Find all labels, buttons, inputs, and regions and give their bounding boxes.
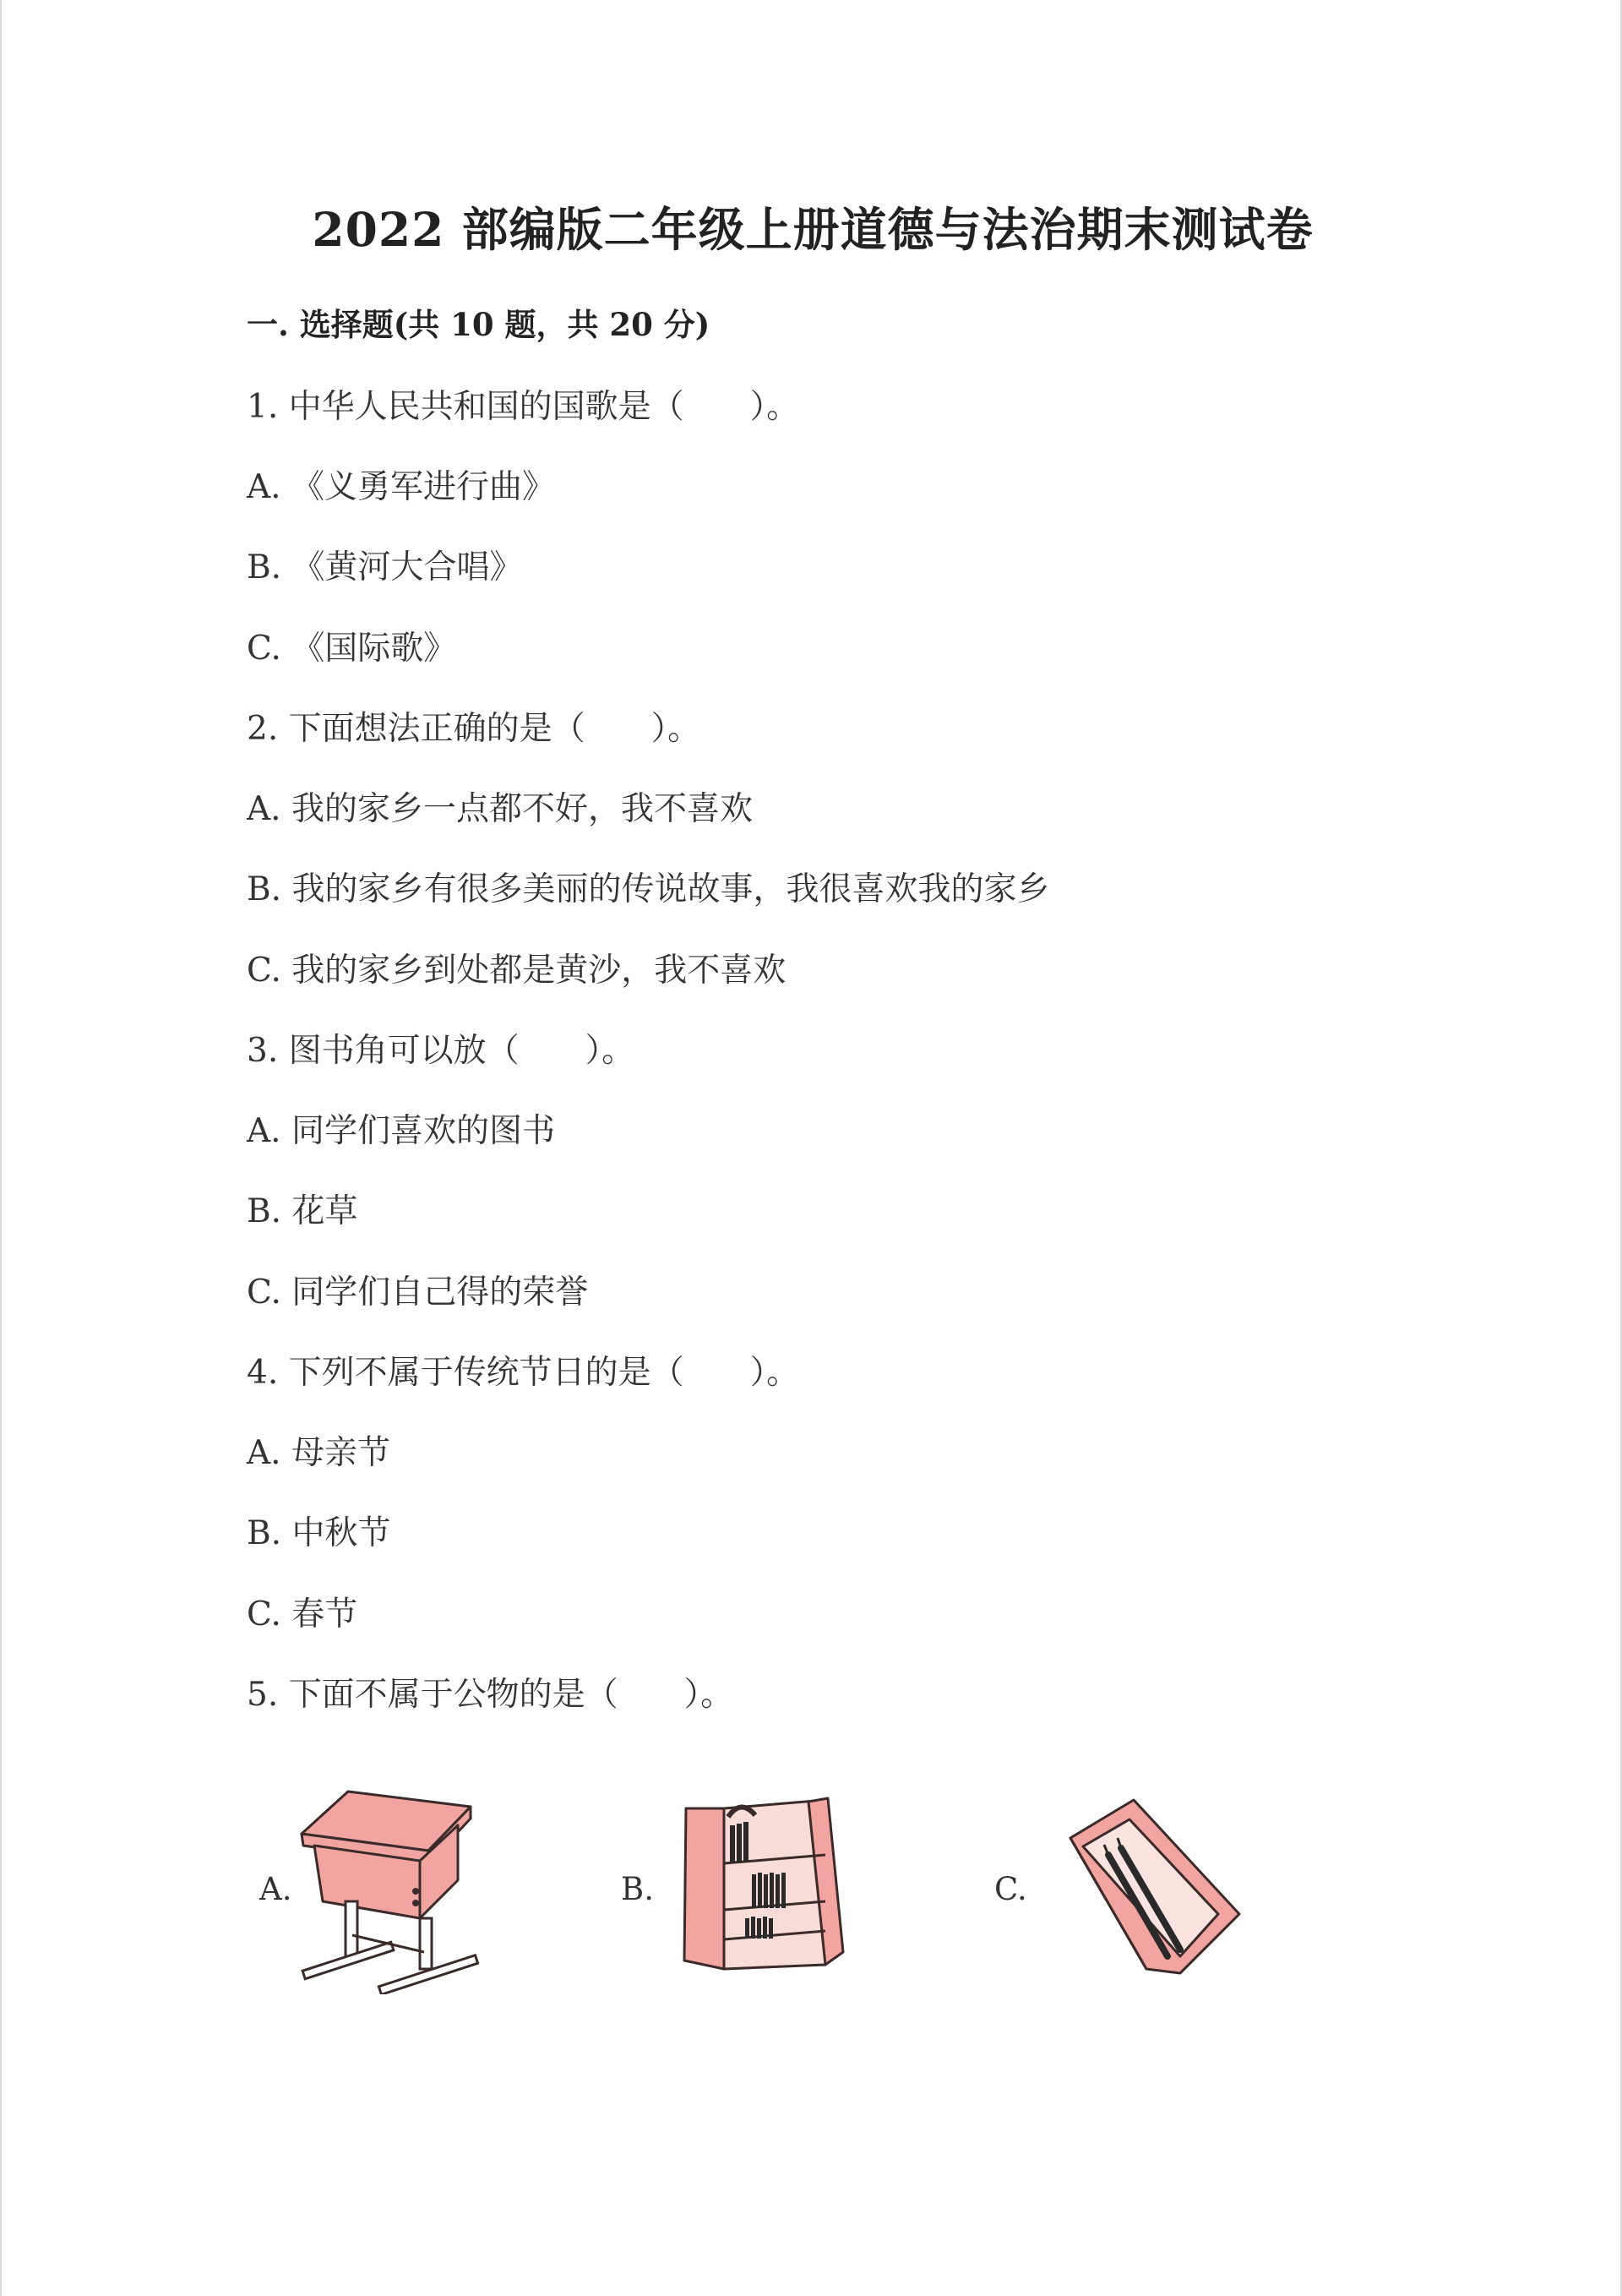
option-2b: B. 我的家乡有很多美丽的传说故事，我很喜欢我的家乡 (247, 870, 1050, 908)
option-2c: C. 我的家乡到处都是黄沙，我不喜欢 (247, 952, 787, 990)
question-2: 2. 下面想法正确的是（ ）。 (247, 710, 701, 748)
option-3b: B. 花草 (247, 1192, 358, 1230)
question-4: 4. 下列不属于传统节日的是（ ）。 (247, 1354, 800, 1392)
pencil-case-icon (1062, 1787, 1248, 1993)
option-4b: B. 中秋节 (247, 1514, 391, 1552)
picture-option-b-label: B. (621, 1871, 654, 1907)
school-desk-icon (293, 1783, 479, 1998)
picture-option-a-label: A. (259, 1871, 292, 1907)
option-1b: B. 《黄河大合唱》 (247, 548, 523, 586)
option-1a: A. 《义勇军进行曲》 (247, 468, 555, 506)
option-4a: A. 母亲节 (247, 1434, 390, 1472)
page-title: 2022 部编版二年级上册道德与法治期末测试卷 (312, 202, 1314, 257)
question-3: 3. 图书角可以放（ ）。 (247, 1032, 635, 1070)
option-2a: A. 我的家乡一点都不好，我不喜欢 (247, 790, 753, 828)
option-4c: C. 春节 (247, 1595, 358, 1633)
option-3c: C. 同学们自己得的荣誉 (247, 1273, 589, 1312)
question-5: 5. 下面不属于公物的是（ ）。 (247, 1676, 734, 1714)
section-heading: 一. 选择题(共 10 题，共 20 分) (247, 306, 710, 343)
picture-option-c-label: C. (994, 1871, 1027, 1907)
option-1c: C. 《国际歌》 (247, 630, 457, 668)
bookshelf-icon (678, 1792, 846, 1981)
option-3a: A. 同学们喜欢的图书 (247, 1112, 555, 1150)
question-1: 1. 中华人民共和国的国歌是（ ）。 (247, 388, 800, 426)
